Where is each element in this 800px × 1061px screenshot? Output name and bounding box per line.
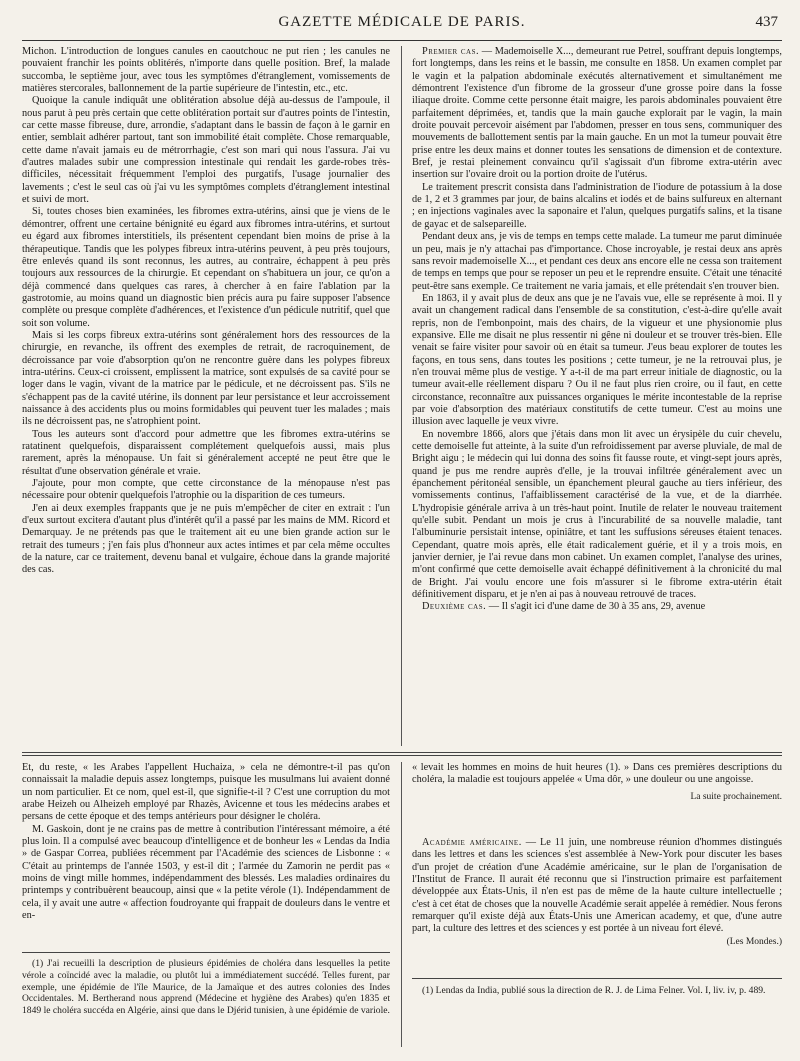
page-number: 437 xyxy=(755,14,778,30)
paragraph: « levait les hommes en moins de huit heures (1). » Dans ces premières descriptions du choléra, la maladie est toujours appelée « Uma dôr, » une douleur ou une angoisse. xyxy=(412,762,782,786)
paragraph: Pendant deux ans, je vis de temps en temps cette malade. La tumeur me parut diminuée un peu, mais je n'y attachai pas d'importance. Chose incroyable, je restai deux ans après sans revoir mademoiselle X..., et pendant ces deux ans encore elle ne cessa son traitement de temps en temps que pour se reposer un peu et le reprendre ensuite. C'était une ténacité peut-être sans exemple. Ce traitement ne varia jamais, et elle prétendait s'en trouver bien. xyxy=(412,231,782,292)
paragraph: Le traitement prescrit consista dans l'administration de l'iodure de potassium à la dose de 1, 2 et 3 grammes par jour, de bains alcalins et iodés et de bains sulfureux en alternant ; en injections vaginales avec la saponaire et l'alun, quelques purgatifs salins, et la tisane de gayac et de salsepareille. xyxy=(412,181,782,230)
paragraph: Si, toutes choses bien examinées, les fibromes extra-utérins, ainsi que je viens de le démontrer, offrent une certaine bénignité eu égard aux fibromes intra-utérins, et surtout eu égard aux fibromes interstitiels, ils présentent cependant bien moins de prise à la thérapeutique. Tandis que les polypes fibreux intra-utérins peuvent, à peu près toujours, être enlevés quand ils sont reconnus, les autres, au contraire, échappent à peu près toujours aux ressources de la chirurgie. Et cependant on s'habituera un jour, ce qu'on a déjà commencé dans quelques cas rares, à chercher à en faire l'ablation par la gastrotomie, au moins quand un diagnostic bien précis aura pu faire supposer l'absence complète ou presque complète d'adhérences, et l'existence d'un pédicule nutritif, quel que soit son volume. xyxy=(22,206,390,329)
right-column xyxy=(412,46,782,746)
lower-left-column xyxy=(22,762,390,947)
column-divider xyxy=(401,762,402,1047)
case-heading: Deuxième cas. xyxy=(422,601,487,613)
footnote-rule xyxy=(22,952,390,953)
lower-right-column xyxy=(412,762,782,1050)
paragraph: Quoique la canule indiquât une oblitération absolue déjà au-dessus de l'ampoule, il nous parut à peu près certain que cette oblitération portait sur d'autres points de l'intestin, car cette masse fibreuse, dure, arrondie, s'adaptant dans le bassin de façon à le garnir en entier, semblait adhérer partout, tant son immobilité était complète. Chose remarquable, cette dame n'avait jamais eu de métrorrhagie, c'est son mari qui nous l'assura. J'ai vu d'autres malades subir une compression intestinale qui rendait les garde-robes très-difficiles, nécessitait fréquemment l'emploi des purgatifs, l'usage journalier des lavements ; c'est le seul cas où j'ai vu les symptômes complets d'étranglement intestinal et suivi de mort. xyxy=(22,95,390,206)
journal-title: GAZETTE MÉDICALE DE PARIS. xyxy=(278,14,526,30)
paragraph: Michon. L'introduction de longues canules en caoutchouc ne put rien ; les canules ne pouvaient franchir les points oblitérés, n'importe dans quelle position. Bref, la malade succomba, le septième jour, avec tous les symptômes d'étranglement, vomissements de matières stercorales, ballonnement de la partie supérieure de l'intestin, etc., etc. xyxy=(22,46,390,95)
section-rule xyxy=(22,755,782,756)
paragraph: En 1863, il y avait plus de deux ans que je ne l'avais vue, elle se représente à moi. Il y avait un changement radical dans l'ensemble de sa constitution, c'est-à-dire qu'elle avait repris, non de l'embonpoint, mais des chairs, de la vigueur et une physionomie plus expansive. Elle me disait ne plus ressentir ni gêne ni douleur et se trouver très-bien. Elle venait se faire visiter pour savoir où en était sa tumeur. J'eus beau explorer de toutes les façons, en tous sens, dans toutes les positions ; cette tumeur, je ne la retrouvai plus, je n'en trouvai même plus de vestige. Y a-t-il de ma part erreur initiale de diagnostic, ou la tumeur avait-elle réellement disparu ? Ou il ne faut plus rien croire, ou il faut, en cette circonstance, reconnaître aux puissances organiques le mérite incontestable de la reprise par voie d'absorption des matériaux constitutifs de cette tumeur. C'est au moins une illusion avec laquelle je veux vivre. xyxy=(412,292,782,428)
paragraph: Mais si les corps fibreux extra-utérins sont généralement hors des ressources de la chirurgie, en revanche, ils offrent des exemples de retrait, de racroquinement, de décroissance par voie d'absorption qu'on ne rencontre guère dans les polypes fibreux intra-utérins. Ceux-ci croissent, emplissent la matrice, sont expulsés de sa cavité pour se loger dans le vagin, vivant de la matrice par le pédicule, et ne décroissent pas. S'ils ne s'échappent pas de la cavité utérine, ils donnent par leur persistance et leur accroissement naissance à des accidents plus ou moins formidables qui peuvent tuer les malades ; mais ils ne décroissent pas, ne s'atrophient point. xyxy=(22,329,390,428)
case-heading: Premier cas. xyxy=(422,46,480,57)
lower-left-footnote xyxy=(22,958,390,1048)
paragraph: — Le 11 juin, une nombreuse réunion d'hommes distingués dans les lettres et dans les sciences s'est assemblée à New-York pour discuter les bases d'un projet de création d'une Académie américaine, sur le plan de l'organisation de l'Institut de France. Il aurait été reconnu que si l'instruction primaire est parfaitement développée aux États-Unis, il n'en est pas de même de la haute culture intellectuelle ; c'est à cet état de choses que la nouvelle Académie serait appelée à remédier. Nous ferons remarquer qu'il existe déjà aux États-Unis une American academy, et que, d'une autre part, la culture des lettres et des sciences y est portée à un niveau fort élevé. xyxy=(412,837,782,935)
section-rule xyxy=(22,752,782,753)
source-credit: (Les Mondes.) xyxy=(726,936,782,947)
newspaper-page xyxy=(22,10,782,1050)
paragraph: J'ajoute, pour mon compte, que cette circonstance de la ménopause n'est pas nécessaire pour obtenir quelquefois l'atrophie ou la disparition de ces tumeurs. xyxy=(22,478,390,502)
suite-note: La suite prochainement. xyxy=(690,791,782,802)
footnote: (1) Lendas da India, publié sous la direction de R. J. de Lima Felner. Vol. I, liv. iv, p. 489. xyxy=(422,985,766,997)
page-header xyxy=(22,10,782,41)
column-divider xyxy=(401,46,402,746)
paragraph: M. Gaskoin, dont je ne crains pas de mettre à contribution l'intéressant mémoire, a été plus loin. Il a compulsé avec beaucoup d'intelligence et de bonheur les « Lendas da India » de Gaspar Correa, publiées récemment par l'Académie des sciences de Lisbonne : « C'était au printemps de l'année 1503, y est-il dit ; l'armée du Zamorin ne perdit pas « moins de vingt mille hommes, indépendamment des blessés. Les maladies ordinaires du printemps y contribuèrent beaucoup, ainsi que « la petite vérole (1). Indépendamment de cela, il y avait une autre « affection foudroyante qui frappait de douleurs dans le ventre et en- xyxy=(22,823,390,922)
left-column xyxy=(22,46,390,746)
paragraph: Tous les auteurs sont d'accord pour admettre que les fibromes extra-utérins se ratatinent quelquefois, disparaissent complétement quelquefois aussi, mais plus rarement, après la ménopause. Un fait si généralement accepté ne peut être que le résultat d'une observation générale et vraie. xyxy=(22,428,390,477)
footnote: (1) J'ai recueilli la description de plusieurs épidémies de choléra dans lesquelles la petite vérole a coïncidé avec la maladie, ou plutôt lui a immédiatement succédé. Telles furent, par exemple, une épidémie de l'île Maurice, de la Jamaïque et des autres colonies des Indes Occidentales. M. Bertherand nous apprend (Médecine et hygiène des Arabes) qu'en 1835 et 1849 le choléra succéda en Algérie, ainsi que dans le Djérid tunisien, à une épidémie de variole. xyxy=(22,958,390,1017)
section-heading: Académie américaine. xyxy=(422,837,522,849)
paragraph: En novembre 1866, alors que j'étais dans mon lit avec un érysipèle du cuir chevelu, cette demoiselle fut atteinte, à la suite d'un refroidissement par averse pluviale, de mal de Bright aigu ; le médecin qui lui donna des soins fit fausse route, et vingt-sept jours après, quand je pus me rendre auprès d'elle, je la trouvai infiltrée généralement avec un épanchement péritonéal sensible, un épanchement pleural gauche au tiers inférieur, des vomissements continus, l'affaiblissement caractérisé de la vue, et de la diarrhée. L'hydropisie générale arriva à un très-haut point. Inutile de relater le nouveau traitement qu'elle subit. Pendant un mois je crus à l'incurabilité de sa nouvelle maladie, tant l'albuminurie persistait intense, opiniâtre, et tant les suffusions séreuses étaient tenaces. Cependant, quatre mois après, elle était radicalement guérie, et il y a trois mois, en janvier dernier, je l'ai revue dans mon cabinet. Un examen complet, l'analyse des urines, m'ont confirmé que cette demoiselle avait échappé définitivement à la chronicité du mal de Bright. J'ai voulu encore une fois m'assurer si le fibrome extra-utérin était définitivement disparu, et je n'en ai pas à nouveau retrouvé de traces. xyxy=(412,428,782,601)
paragraph: Et, du reste, « les Arabes l'appellent Huchaiza, » cela ne démontre-t-il pas qu'on connaissait la maladie depuis assez longtemps, puisque les musulmans lui avaient donné un nom particulier. Et ce nom, quel est-il, que signifie-t-il ? C'est une corruption du mot arabe Heizeh ou Alheizeh employé par Rhazès, Avicenne et tous les médecins arabes et persans de cette époque et des temps antérieurs pour désigner le choléra. xyxy=(22,762,390,823)
paragraph: — Mademoiselle X..., demeurant rue Petrel, souffrant depuis longtemps, fort longtemps, dans les reins et le bassin, me consulte en 1858. Un examen complet par le vagin et la palpation abdominale exécutés alternativement et simultanément me démontrent l'existence d'un fibrome de la grosseur d'une grosse poire dans la fosse iliaque droite. Comme cette personne était maigre, les parois abdominales pouvaient être parfaitement déprimées, et, tandis que la main gauche explorait par le vagin, la main droite pouvait percevoir aisément par l'abdomen, presser en tous sens, communiquer des mouvements de ballottement sentis par la main gauche. En un mot la tumeur pouvait être prise entre les deux mains et donner toutes les sensations de dimension et de contexture. Bref, je restai pleinement convaincu qu'il s'agissait d'un fibrome extra-utérin avec insertion sur l'ovaire droit ou la portion droite de l'utérus. xyxy=(412,46,782,181)
paragraph: — Il s'agit ici d'une dame de 30 à 35 ans, 29, avenue xyxy=(486,601,706,613)
footnote-rule xyxy=(412,978,782,979)
paragraph: J'en ai deux exemples frappants que je ne puis m'empêcher de citer en extrait : l'un d'eux surtout excitera d'autant plus d'intérêt qu'il a passé par les mains de MM. Ricord et Demarquay. Je ne prétends pas que le traitement ait eu une bien grande action sur le retrait des tumeurs ; j'en fais plus d'honneur aux actes intimes et par cela même occultes de la nature, car ce traitement, devenu banal et vulgaire, échoue dans la grande majorité des cas. xyxy=(22,502,390,576)
